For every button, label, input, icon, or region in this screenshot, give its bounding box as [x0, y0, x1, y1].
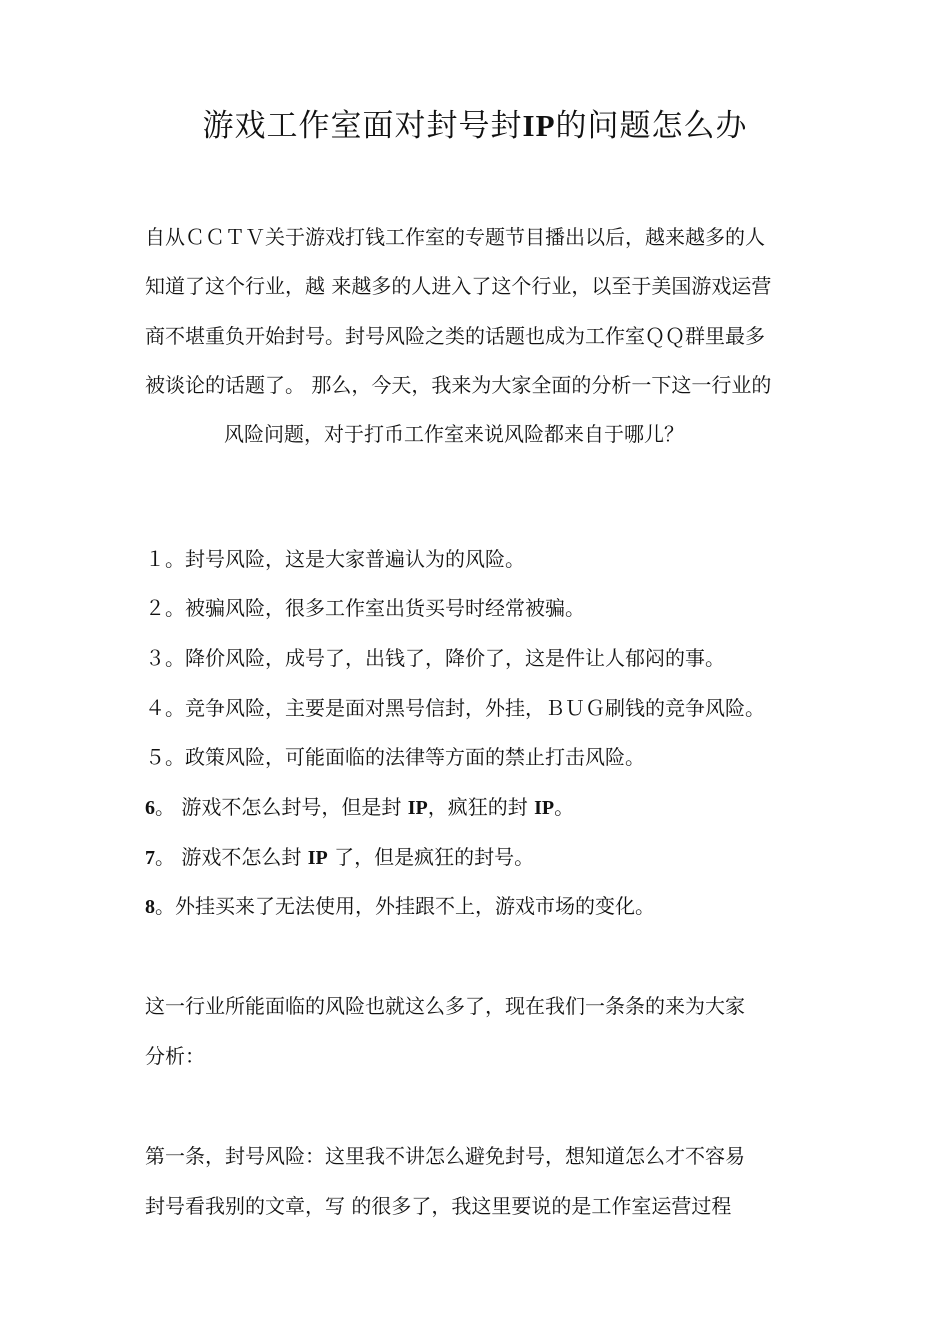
risk-text: 。	[554, 795, 575, 819]
risk-number: ３	[145, 646, 165, 670]
risk-ip-bold: IP	[407, 797, 428, 819]
risk-text: 。外挂买来了无法使用，外挂跟不上，游戏市场的变化。	[155, 894, 655, 918]
risk-ip-bold: IP	[534, 797, 555, 819]
intro-line-3: 商不堪重负开始封号。封号风险之类的话题也成为工作室ＱＱ群里最多	[145, 324, 765, 348]
risk-item-6	[145, 793, 574, 822]
page-title	[0, 104, 950, 148]
section1-line-2: 封号看我别的文章，写 的很多了，我这里要说的是工作室运营过程	[145, 1194, 732, 1218]
risk-number: ５	[145, 745, 165, 769]
risk-text: 。竞争风险，主要是面对黑号信封，外挂，ＢＵＧ刷钱的竞争风险。	[165, 696, 765, 720]
title-prefix: 游戏工作室面对封号封	[202, 108, 523, 144]
intro-line-4: 被谈论的话题了。 那么，今天，我来为大家全面的分析一下这一行业的	[145, 373, 772, 397]
risk-item-7	[145, 843, 534, 872]
risk-text: 。被骗风险，很多工作室出货买号时经常被骗。	[165, 596, 585, 620]
section1-line-1: 第一条，封号风险：这里我不讲怎么避免封号，想知道怎么才不容易	[145, 1144, 745, 1168]
summary-line-2: 分析：	[145, 1044, 205, 1068]
risk-text: 。封号风险，这是大家普遍认为的风险。	[165, 547, 525, 571]
risk-text: 了，但是疯狂的封号。	[327, 845, 535, 869]
risk-number: 7	[145, 847, 155, 869]
risk-ip-bold: IP	[307, 847, 328, 869]
intro-line-5: 风险问题，对于打币工作室来说风险都来自于哪儿？	[224, 422, 684, 446]
risk-number: 6	[145, 797, 155, 819]
risk-text: 。降价风险，成号了，出钱了，降价了，这是件让人郁闷的事。	[165, 646, 725, 670]
intro-line-1: 自从ＣＣＴＶ关于游戏打钱工作室的专题节目播出以后，越来越多的人	[145, 225, 765, 249]
risk-text: 。 游戏不怎么封号，但是封	[155, 795, 408, 819]
risk-item-5	[145, 743, 645, 771]
risk-number: ４	[145, 696, 165, 720]
intro-line-2: 知道了这个行业，越 来越多的人进入了这个行业，以至于美国游戏运营	[145, 274, 772, 298]
summary-line-1: 这一行业所能面临的风险也就这么多了，现在我们一条条的来为大家	[145, 994, 745, 1018]
risk-item-8	[145, 892, 655, 921]
risk-text: 。 游戏不怎么封	[155, 845, 308, 869]
risk-text: ，疯狂的封	[427, 795, 535, 819]
risk-item-2	[145, 594, 585, 622]
risk-item-4	[145, 694, 765, 722]
title-suffix: 的问题怎么办	[555, 108, 748, 144]
risk-item-1	[145, 545, 525, 573]
title-bold-ip: IP	[522, 108, 556, 143]
risk-number: 8	[145, 896, 155, 918]
risk-number: １	[145, 547, 165, 571]
risk-text: 。政策风险，可能面临的法律等方面的禁止打击风险。	[165, 745, 645, 769]
risk-item-3	[145, 644, 725, 672]
risk-number: ２	[145, 596, 165, 620]
